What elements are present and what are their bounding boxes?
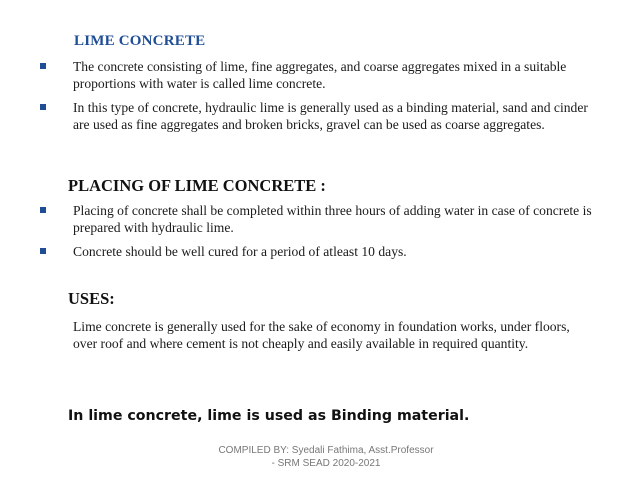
bullet-text: The concrete consisting of lime, fine aggregates, and coarse aggregates mixed in a suitable proportions with water is called lime concrete. [73, 59, 567, 91]
square-bullet-icon [40, 104, 46, 110]
lime-concrete-bullets [40, 58, 600, 140]
square-bullet-icon [40, 63, 46, 69]
uses-paragraph: Lime concrete is generally used for the sake of economy in foundation works, under floors, over roof and where cement is not cheaply and easily available in required quantity. [73, 319, 570, 351]
footer-line-1: COMPILED BY: Syedali Fathima, Asst.Professor [218, 445, 434, 456]
bullet-text: Placing of concrete shall be completed within three hours of adding water in case of concrete is prepared with hydraulic lime. [73, 203, 592, 235]
bullet-item [40, 243, 600, 260]
footer-line-2: - SRM SEAD 2020-2021 [271, 458, 381, 469]
square-bullet-icon [40, 248, 46, 254]
bullet-item [40, 58, 600, 92]
square-bullet-icon [40, 207, 46, 213]
bullet-text: In this type of concrete, hydraulic lime is generally used as a binding material, sand and cinder are used as fine aggregates and broken bricks, gravel can be used as coarse aggregates. [73, 100, 588, 132]
bullet-text: Concrete should be well cured for a period of atleast 10 days. [73, 244, 407, 259]
bullet-item [40, 99, 600, 133]
bullet-item [40, 202, 600, 236]
footer-credit [196, 444, 456, 470]
section-heading-uses: USES: [68, 289, 115, 308]
placing-bullets [40, 202, 600, 267]
key-statement: In lime concrete, lime is used as Binding material. [68, 408, 470, 424]
section-heading-placing: PLACING OF LIME CONCRETE : [68, 176, 326, 195]
section-title-lime-concrete: LIME CONCRETE [74, 33, 206, 49]
